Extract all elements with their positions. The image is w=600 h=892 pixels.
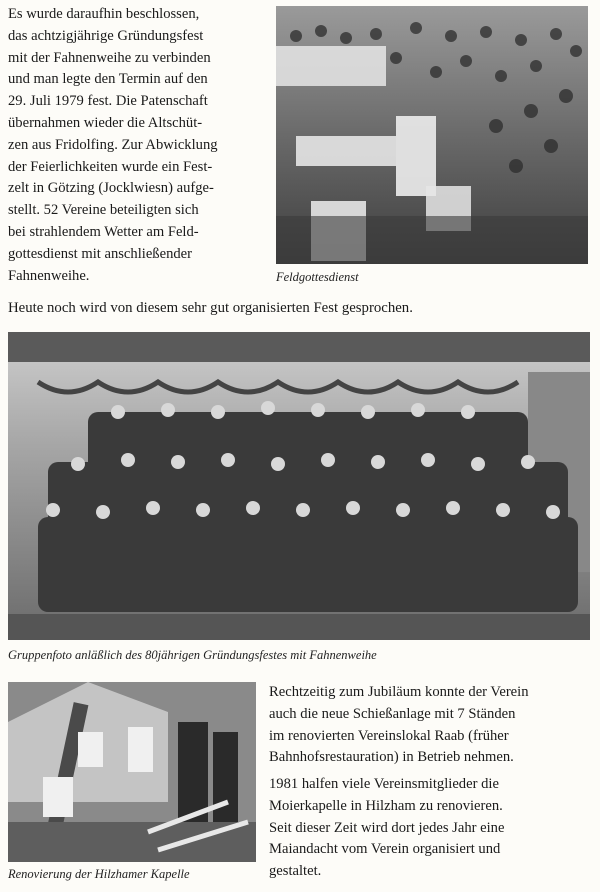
chapel-photo (8, 682, 256, 862)
chapel-line: gestaltet. (269, 863, 322, 880)
intro-line: mit der Fahnenweihe zu verbinden (8, 49, 211, 66)
intro-line: gottesdienst mit anschließender (8, 245, 192, 262)
intro-line: Fahnenweihe. (8, 267, 90, 284)
chapel-line: Moierkapelle in Hilzham zu renovieren. (269, 797, 503, 814)
chapel-line: Seit dieser Zeit wird dort jedes Jahr eine (269, 819, 505, 836)
shooting-range-line: im renovierten Vereinslokal Raab (früher (269, 727, 509, 744)
field-mass-photo (276, 6, 588, 264)
shooting-range-line: auch die neue Schießanlage mit 7 Ständen (269, 705, 516, 722)
shooting-range-line: Rechtzeitig zum Jubiläum konnte der Verein (269, 684, 529, 700)
group-photo-caption: Gruppenfoto anläßlich des 80jährigen Gründungsfestes mit Fahnenweihe (8, 648, 377, 662)
intro-line: und man legte den Termin auf den (8, 71, 208, 88)
intro-paragraph (8, 4, 266, 287)
intro-line: bei strahlendem Wetter am Feld- (8, 223, 199, 240)
chapel-line: 1981 halfen viele Vereinsmitglieder die (269, 776, 499, 792)
summary-line: Heute noch wird von diesem sehr gut organisierten Fest gesprochen. (8, 300, 413, 316)
intro-line: der Feierlichkeiten wurde ein Fest- (8, 158, 213, 175)
intro-line: zelt in Götzing (Jocklwiesn) aufge- (8, 180, 214, 197)
intro-line: übernahmen wieder die Altschüt- (8, 114, 203, 131)
field-mass-caption: Feldgottesdienst (276, 270, 359, 284)
intro-line: Es wurde daraufhin beschlossen, (8, 6, 200, 22)
intro-line: das achtzigjährige Gründungsfest (8, 27, 204, 44)
chapel-line: Maiandacht vom Verein organisiert und (269, 841, 501, 858)
intro-line: zen aus Fridolfing. Zur Abwicklung (8, 136, 218, 153)
chapel-paragraph (269, 774, 591, 883)
intro-line: stellt. 52 Vereine beteiligten sich (8, 202, 199, 219)
chapel-photo-caption: Renovierung der Hilzhamer Kapelle (8, 867, 190, 881)
intro-line: 29. Juli 1979 fest. Die Patenschaft (8, 93, 208, 110)
group-photo (8, 332, 590, 640)
shooting-range-paragraph (269, 682, 591, 769)
shooting-range-line: Bahnhofsrestauration) in Betrieb nehmen. (269, 749, 514, 766)
